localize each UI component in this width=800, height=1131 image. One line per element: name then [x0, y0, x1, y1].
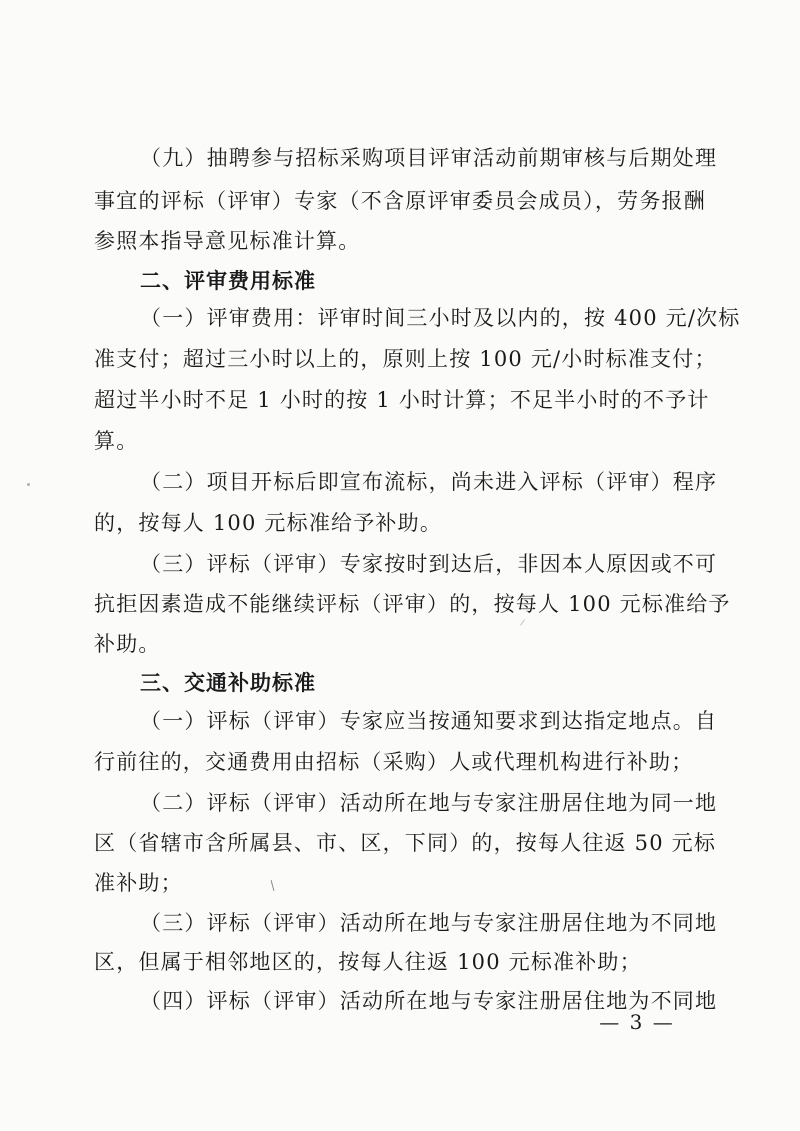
paragraph-line: （二）项目开标后即宣布流标，尚未进入评标（评审）程序 — [140, 470, 718, 494]
paragraph-line: 区，但属于相邻地区的，按每人往返 100 元标准补助； — [94, 950, 642, 974]
paragraph-line: （三）评标（评审）活动所在地与专家注册居住地为不同地 — [140, 911, 718, 935]
paragraph-line: 抗拒因素造成不能继续评标（评审）的，按每人 100 元标准给予 — [94, 592, 731, 616]
paragraph-line: （二）评标（评审）活动所在地与专家注册居住地为同一地 — [140, 791, 718, 815]
paragraph-line: （一）评审费用：评审时间三小时及以内的，按 400 元/次标 — [140, 306, 741, 330]
paragraph-line: （三）评标（评审）专家按时到达后，非因本人原因或不可 — [140, 552, 718, 576]
paragraph-line: 算。 — [94, 429, 139, 453]
paragraph-line: 超过半小时不足 1 小时的按 1 小时计算；不足半小时的不予计 — [94, 388, 710, 412]
paragraph-line: 事宜的评标（评审）专家（不含原评审委员会成员），劳务报酬 — [94, 189, 706, 213]
scan-speck — [520, 619, 525, 625]
paragraph-line: （一）评标（评审）专家应当按通知要求到达指定地点。自 — [140, 709, 718, 733]
paragraph-line: （四）评标（评审）活动所在地与专家注册居住地为不同地 — [140, 989, 718, 1013]
paragraph-line: 行前往的，交通费用由招标（采购）人或代理机构进行补助； — [94, 750, 694, 774]
page-number: — 3 — — [599, 1010, 675, 1034]
scan-speck — [27, 483, 30, 486]
section-heading: 二、评审费用标准 — [140, 269, 316, 293]
paragraph-line: （九）抽聘参与招标采购项目评审活动前期审核与后期处理 — [140, 146, 718, 170]
paragraph-line: 的，按每人 100 元标准给予补助。 — [94, 511, 443, 535]
paragraph-line: 准补助； — [94, 871, 183, 895]
paragraph-line: 区（省辖市含所属县、市、区，下同）的，按每人往返 50 元标 — [94, 831, 717, 855]
paragraph-line: 准支付；超过三小时以上的，原则上按 100 元/小时标准支付； — [94, 347, 717, 371]
paragraph-line: 补助。 — [94, 632, 161, 656]
paragraph-line: 参照本指导意见标准计算。 — [94, 229, 361, 253]
section-heading: 三、交通补助标准 — [140, 671, 316, 695]
